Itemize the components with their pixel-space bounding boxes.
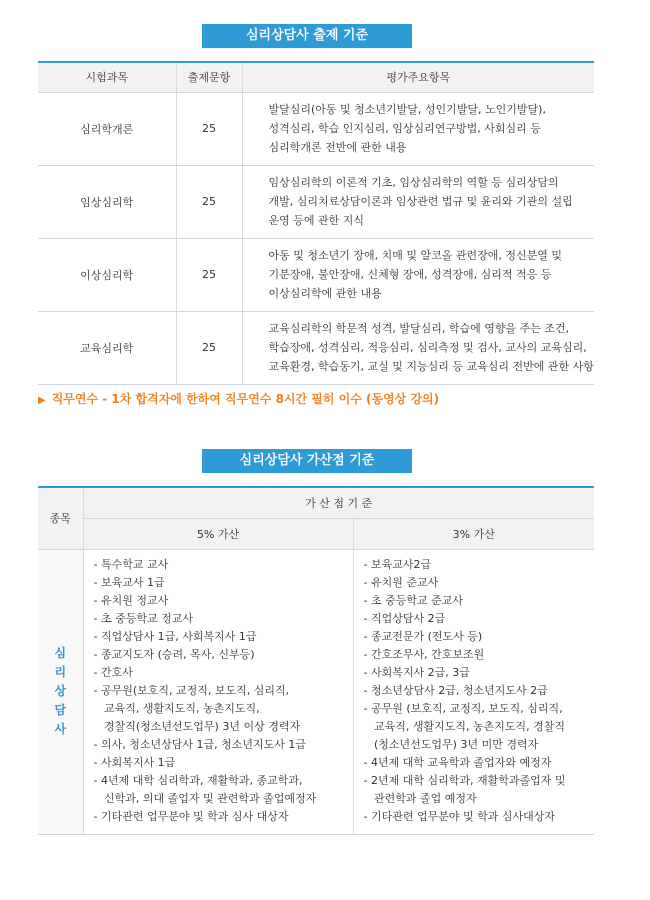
- evaluation-items-cell: [242, 165, 594, 238]
- list-item: - 기타관련 업무분야 및 학과 심사 대상자: [93, 809, 289, 823]
- question-count-cell: 25: [176, 165, 242, 238]
- list-item: - 종교지도자 (승려, 목사, 신부등): [93, 647, 255, 661]
- row-label-char: 사: [54, 722, 67, 736]
- row-label-char: 리: [54, 665, 67, 679]
- list-item: - 2년제 대학 심리학과, 재활학과졸업자 및: [363, 773, 566, 787]
- evaluation-item-line: 이상심리학에 관한 내용: [268, 287, 382, 300]
- list-item: - 간호조무사, 간호보조원: [363, 647, 485, 661]
- evaluation-item-line: 심리학개론 전반에 관한 내용: [268, 141, 407, 154]
- evaluation-item-line: 교육심리학의 학문적 성격, 발달심리, 학습에 영향을 주는 조건,: [268, 322, 570, 335]
- bonus-criteria-table: [38, 486, 594, 835]
- header-5-percent: 5% 가산: [83, 518, 353, 549]
- evaluation-item-line: 발달심리(아동 및 청소년기발달, 성인기발달, 노인기발달),: [268, 103, 546, 116]
- list-item: - 직업상담사 2급: [363, 611, 446, 625]
- table-row: [38, 238, 594, 311]
- evaluation-item-line: 아동 및 청소년기 장애, 치매 및 알코올 관련장애, 정신분열 및: [268, 249, 562, 262]
- evaluation-item-line: 임상심리학의 이론적 기초, 임상심리학의 역할 등 심리상담의: [268, 176, 559, 189]
- question-count-cell: 25: [176, 238, 242, 311]
- list-item: - 종교전문가 (전도사 등): [363, 629, 483, 643]
- evaluation-items-cell: [242, 92, 594, 165]
- header-bonus-group: 가 산 점 기 준: [83, 487, 594, 518]
- header-3-percent: 3% 가산: [353, 518, 594, 549]
- list-item: - 간호사: [93, 665, 133, 679]
- bonus-5-percent-cell: [83, 549, 353, 834]
- list-item: - 직업상담사 1급, 사회복지사 1급: [93, 629, 257, 643]
- table-row: [38, 549, 594, 834]
- evaluation-item-line: 성격심리, 학습 인지심리, 임상심리연구방법, 사회심리 등: [268, 122, 541, 135]
- list-item: - 4년제 대학 교육학과 졸업자와 예정자: [363, 755, 552, 769]
- evaluation-item-line: 개발, 심리치료상담이론과 임상관련 법규 및 윤리와 기관의 설립: [268, 195, 573, 208]
- list-item: 경찰직(청소년선도업무) 3년 이상 경력자: [93, 719, 301, 733]
- subject-cell: 교육심리학: [38, 311, 176, 384]
- list-item: - 보육교사2급: [363, 557, 432, 571]
- list-item: - 청소년상담사 2급, 청소년지도사 2급: [363, 683, 548, 697]
- list-item: - 초 중등학교 정교사: [93, 611, 193, 625]
- row-label-char: 상: [54, 684, 67, 698]
- table-row: [38, 165, 594, 238]
- list-item: - 특수학교 교사: [93, 557, 169, 571]
- header-items: 평가주요항목: [242, 62, 594, 92]
- table-row: [38, 92, 594, 165]
- triangle-arrow-icon: ▶: [38, 395, 46, 406]
- header-kind: 종목: [38, 487, 83, 549]
- list-item: - 유치원 준교사: [363, 575, 439, 589]
- subject-cell: 이상심리학: [38, 238, 176, 311]
- list-item: 교육직, 생활지도직, 농촌지도직, 경찰직: [363, 719, 565, 733]
- evaluation-items-cell: [242, 311, 594, 384]
- list-item: 관련학과 졸업 예정자: [363, 791, 477, 805]
- subject-cell: 임상심리학: [38, 165, 176, 238]
- bonus-criteria-title: 심리상담사 가산점 기준: [202, 449, 412, 473]
- list-item: - 유치원 정교사: [93, 593, 169, 607]
- evaluation-item-line: 학습장애, 성격심리, 적응심리, 심리측정 및 검사, 교사의 교육심리,: [268, 341, 587, 354]
- list-item: 교육직, 생활지도직, 농촌지도직,: [93, 701, 260, 715]
- training-notice: [38, 390, 439, 407]
- exam-criteria-table: [38, 61, 594, 385]
- notice-text: 직무연수 - 1차 합격자에 한하여 직무연수 8시간 필히 이수 (동영상 강의): [51, 392, 440, 406]
- evaluation-item-line: 교육환경, 학습동기, 교실 및 지능심리 등 교육심리 전반에 관한 사항: [268, 360, 594, 373]
- header-subject: 시험과목: [38, 62, 176, 92]
- question-count-cell: 25: [176, 92, 242, 165]
- table-row: [38, 311, 594, 384]
- list-item: - 사회복지사 1급: [93, 755, 176, 769]
- row-label-char: 심: [54, 646, 67, 660]
- list-item: - 기타관련 업무분야 및 학과 심사대상자: [363, 809, 555, 823]
- list-item: - 공무원 (보호직, 교정직, 보도직, 심리직,: [363, 701, 563, 715]
- table-header-row: [38, 62, 594, 92]
- subject-cell: 심리학개론: [38, 92, 176, 165]
- list-item: - 사회복지사 2급, 3급: [363, 665, 470, 679]
- list-item: - 4년제 대학 심리학과, 재활학과, 종교학과,: [93, 773, 303, 787]
- row-label-counselor: [38, 549, 83, 834]
- question-count-cell: 25: [176, 311, 242, 384]
- evaluation-item-line: 운영 등에 관한 지식: [268, 214, 364, 227]
- bonus-3-percent-cell: [353, 549, 594, 834]
- list-item: - 의사, 청소년상담사 1급, 청소년지도사 1급: [93, 737, 306, 751]
- exam-criteria-title: 심리상담사 출제 기준: [202, 24, 412, 48]
- header-count: 출제문항: [176, 62, 242, 92]
- list-item: - 공무원(보호직, 교정직, 보도직, 심리직,: [93, 683, 290, 697]
- list-item: - 초 중등학교 준교사: [363, 593, 463, 607]
- evaluation-items-cell: [242, 238, 594, 311]
- list-item: (청소년선도업무) 3년 미만 경력자: [363, 737, 539, 751]
- row-label-char: 담: [54, 703, 67, 717]
- list-item: - 보육교사 1급: [93, 575, 165, 589]
- evaluation-item-line: 기분장애, 불안장애, 신체형 장애, 성격장애, 심리적 적응 등: [268, 268, 552, 281]
- list-item: 신학과, 의대 졸업자 및 관련학과 졸업예정자: [93, 791, 317, 805]
